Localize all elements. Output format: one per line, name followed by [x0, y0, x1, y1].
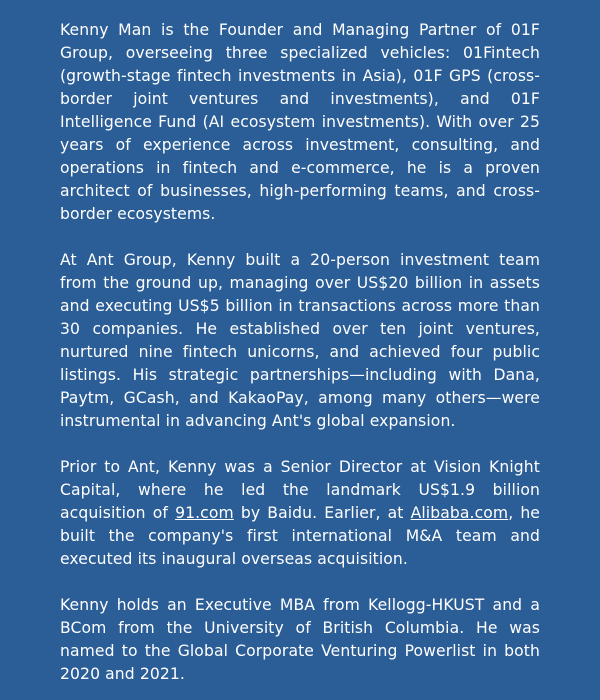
- bio-paragraph-prior-roles: [60, 456, 540, 571]
- prior-roles-text-1: Prior to Ant, Kenny was a Senior Director at Vision Knight Capital, where he led the landmark US$1.9 billion acquisition of: [60, 458, 540, 522]
- link-alibaba-com[interactable]: Alibaba.com: [410, 504, 509, 522]
- link-91-com[interactable]: 91.com: [175, 504, 234, 522]
- bio-paragraph-education: Kenny holds an Executive MBA from Kellogg-HKUST and a BCom from the University of British Columbia. He was named to the Global Corporate Venturing Powerlist in both 2020 and 2021.: [60, 596, 540, 683]
- prior-roles-text-3: , he built the company's first international M&A team and executed its inaugural overseas acquisition.: [60, 504, 541, 568]
- bio-paragraph-ant-group: At Ant Group, Kenny built a 20-person investment team from the ground up, managing over US$20 billion in assets and executing US$5 billion in transactions across more than 30 companies. He established over ten joint ventures, nurtured nine fintech unicorns, and achieved four public listings. His strategic partnerships—including with Dana, Paytm, GCash, and KakaoPay, among many others—were instrumental in advancing Ant's global expansion.: [60, 251, 540, 430]
- prior-roles-text-2: by Baidu. Earlier, at: [233, 504, 411, 522]
- bio-paragraph-intro: Kenny Man is the Founder and Managing Partner of 01F Group, overseeing three specialized vehicles: 01Fintech (growth-stage fintech investments in Asia), 01F GPS (cross-border joint ventures and investments), and 01F Intelligence Fund (AI ecosystem investments). With over 25 years of experience across investment, consulting, and operations in fintech and e-commerce, he is a proven architect of businesses, high-performing teams, and cross-border ecosystems.: [60, 21, 540, 223]
